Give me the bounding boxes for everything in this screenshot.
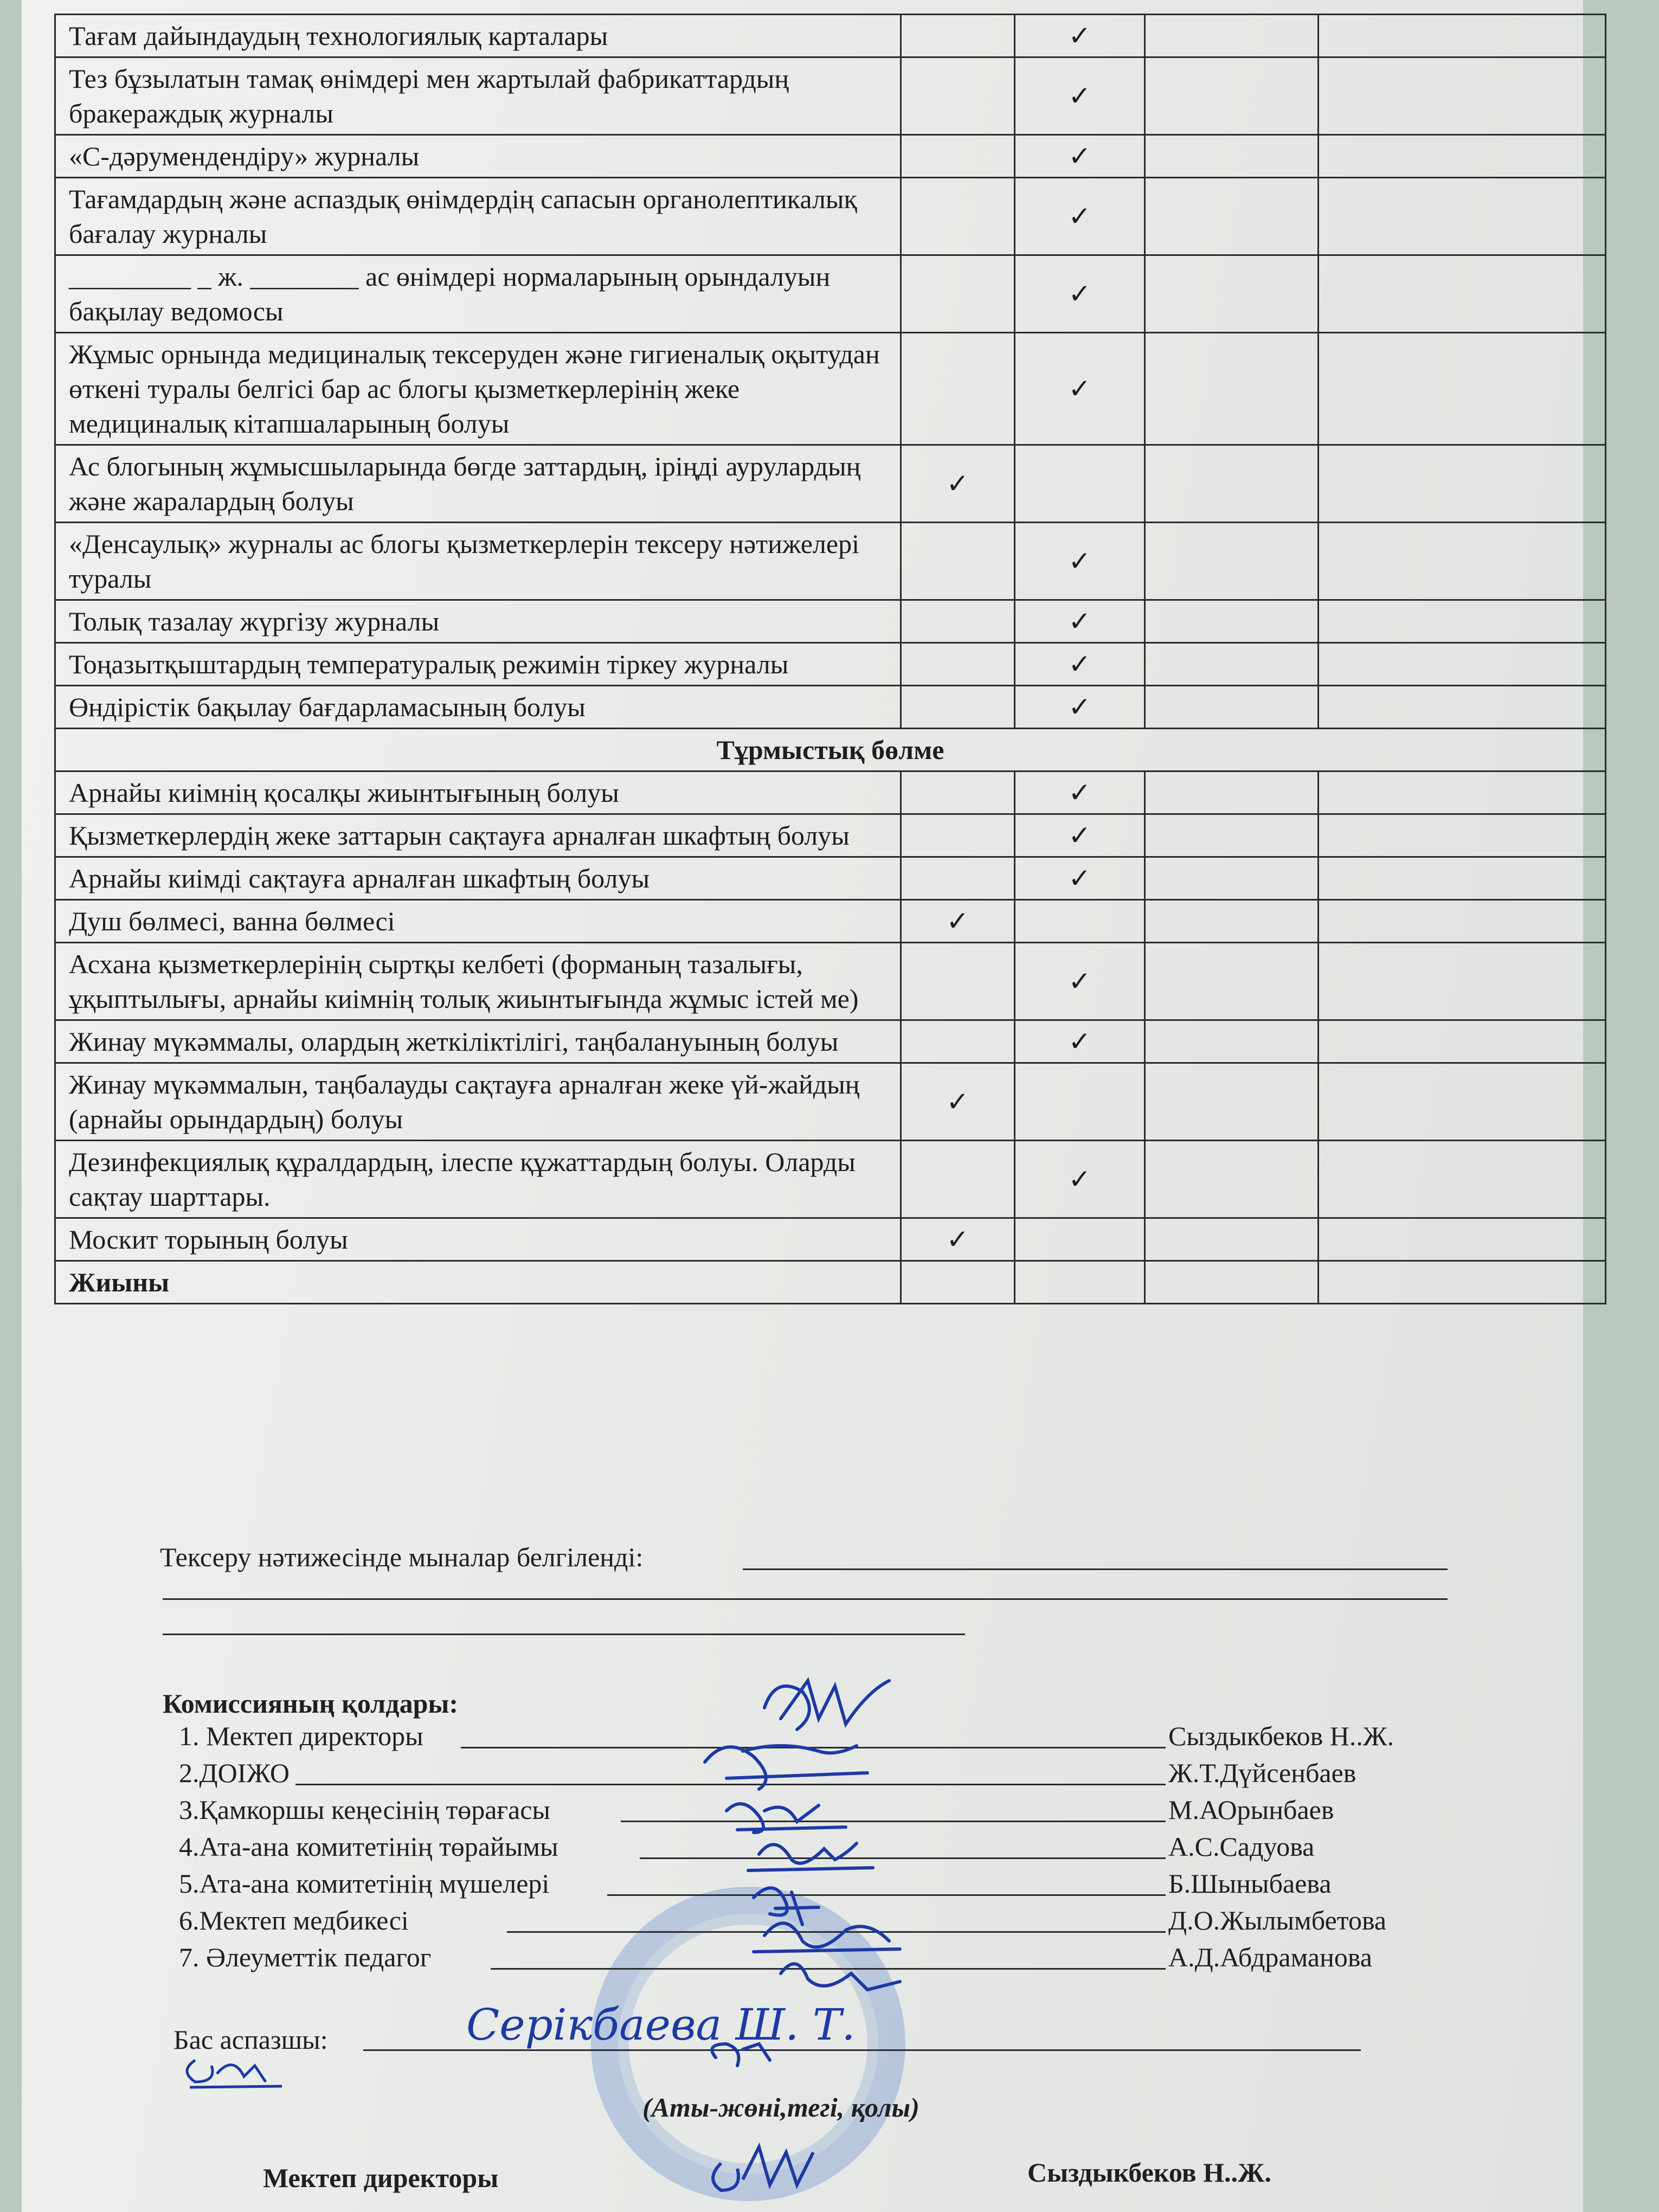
empty-cell [1015, 1063, 1145, 1141]
checklist-item: Ас блогының жұмысшыларында бөгде заттардың, іріңді аурулардың және жаралардың болуы [55, 445, 901, 523]
empty-cell [1319, 1141, 1606, 1218]
empty-cell [1145, 857, 1319, 900]
empty-cell [1015, 900, 1145, 943]
checklist-row [55, 600, 1606, 643]
checklist-item: Тағамдардың және аспаздық өнімдердің сапасын органолептикалық бағалау журналы [55, 178, 901, 255]
check-mark: ✓ [1015, 333, 1145, 445]
checklist-row [55, 1020, 1606, 1063]
empty-cell [1145, 15, 1319, 57]
checklist-row [55, 643, 1606, 686]
checklist-item: Жинау мүкәммалын, таңбалауды сақтауға арналған жеке үй-жайдың (арнайы орындардың) болуы [55, 1063, 901, 1141]
check-mark: ✓ [1015, 1020, 1145, 1063]
commission-member-name: Ж.Т.Дүйсенбаев [1168, 1758, 1356, 1788]
checklist-row [55, 135, 1606, 178]
checklist-item: Өндірістік бақылау бағдарламасының болуы [55, 686, 901, 729]
checklist-item: Жинау мүкәммалы, олардың жеткіліктілігі, таңбалануының болуы [55, 1020, 901, 1063]
checklist-item: Дезинфекциялық құралдардың, ілеспе құжаттардың болуы. Оларды сақтау шарттары. [55, 1141, 901, 1218]
check-mark: ✓ [1015, 600, 1145, 643]
empty-cell [1145, 523, 1319, 600]
chef-label: Бас аспазшы: [173, 2024, 328, 2055]
checklist-item: Тез бұзылатын тамақ өнімдері мен жартылай фабрикаттардың бракераждық журналы [55, 57, 901, 135]
empty-cell [1015, 445, 1145, 523]
check-mark: ✓ [1015, 1141, 1145, 1218]
checklist-row [55, 1063, 1606, 1141]
empty-cell [901, 771, 1015, 814]
checklist-item: Толық тазалау жүргізу журналы [55, 600, 901, 643]
empty-cell [1319, 333, 1606, 445]
empty-cell [1145, 900, 1319, 943]
checklist-row [55, 771, 1606, 814]
check-mark: ✓ [901, 1063, 1015, 1141]
commission-member-name: Б.Шыныбаева [1168, 1868, 1332, 1899]
checklist-item: _________ _ ж. ________ ас өнімдері нормаларының орындалуын бақылау ведомосы [55, 255, 901, 333]
checklist-row [55, 1218, 1606, 1261]
check-mark: ✓ [1015, 57, 1145, 135]
section-title: Тұрмыстық бөлме [55, 729, 1606, 771]
commission-role: 7. Әлеуметтік педагог [179, 1942, 432, 1972]
empty-cell [1145, 1063, 1319, 1141]
empty-cell [1145, 1020, 1319, 1063]
empty-cell [901, 135, 1015, 178]
empty-cell [1319, 135, 1606, 178]
empty-cell [1319, 523, 1606, 600]
empty-cell [1319, 943, 1606, 1020]
checklist-item: Арнайы киімнің қосалқы жиынтығының болуы [55, 771, 901, 814]
total-label: Жиыны [55, 1261, 901, 1304]
check-mark: ✓ [901, 1218, 1015, 1261]
empty-cell [1319, 814, 1606, 857]
commission-title: Комиссияның қолдары: [163, 1688, 459, 1719]
checklist-row [55, 15, 1606, 57]
empty-cell [1319, 686, 1606, 729]
commission-role: 4.Ата-ана комитетінің төрайымы [179, 1831, 558, 1862]
empty-cell [1145, 178, 1319, 255]
checklist-item: Тағам дайындаудың технологиялық карталары [55, 15, 901, 57]
check-mark: ✓ [901, 445, 1015, 523]
commission-member-name: А.Д.Абдраманова [1168, 1942, 1373, 1972]
empty-cell [901, 57, 1015, 135]
empty-cell [1145, 686, 1319, 729]
empty-cell [1319, 900, 1606, 943]
commission-role: 1. Мектеп директоры [179, 1721, 423, 1751]
empty-cell [1145, 1261, 1319, 1304]
empty-cell [1319, 178, 1606, 255]
empty-cell [1145, 943, 1319, 1020]
empty-cell [901, 178, 1015, 255]
empty-cell [1145, 814, 1319, 857]
check-mark: ✓ [1015, 255, 1145, 333]
checklist-item: Тоңазытқыштардың температуралық режимін тіркеу журналы [55, 643, 901, 686]
empty-cell [1145, 643, 1319, 686]
empty-cell [901, 333, 1015, 445]
checklist-row [55, 523, 1606, 600]
check-mark: ✓ [1015, 643, 1145, 686]
checklist-item: Москит торының болуы [55, 1218, 901, 1261]
findings-label: Тексеру нәтижесінде мыналар белгіленді: [160, 1542, 644, 1572]
check-mark: ✓ [1015, 135, 1145, 178]
commission-role: 5.Ата-ана комитетінің мүшелері [179, 1868, 550, 1899]
check-mark: ✓ [1015, 523, 1145, 600]
commission-member-name: Сыздыкбеков Н..Ж. [1168, 1721, 1394, 1751]
total-row [55, 1261, 1606, 1304]
checklist-item: «С-дәрумендендіру» журналы [55, 135, 901, 178]
empty-cell [1145, 333, 1319, 445]
empty-cell [901, 686, 1015, 729]
commission-member-name: М.АОрынбаев [1168, 1795, 1334, 1825]
empty-cell [1319, 1218, 1606, 1261]
empty-cell [901, 1261, 1015, 1304]
commission-role: 6.Мектеп медбикесі [179, 1905, 409, 1935]
empty-cell [1145, 771, 1319, 814]
checklist-row [55, 178, 1606, 255]
check-mark: ✓ [1015, 943, 1145, 1020]
empty-cell [901, 1141, 1015, 1218]
checklist-item: Асхана қызметкерлерінің сыртқы келбеті (форманың тазалығы, ұқыптылығы, арнайы киімнің толық жиынтығында жұмыс істей ме) [55, 943, 901, 1020]
empty-cell [901, 15, 1015, 57]
check-mark: ✓ [1015, 178, 1145, 255]
empty-cell [1319, 57, 1606, 135]
empty-cell [901, 814, 1015, 857]
empty-cell [901, 523, 1015, 600]
empty-cell [1319, 1063, 1606, 1141]
check-mark: ✓ [1015, 771, 1145, 814]
empty-cell [1145, 1218, 1319, 1261]
empty-cell [1319, 15, 1606, 57]
empty-cell [1145, 57, 1319, 135]
check-mark: ✓ [901, 900, 1015, 943]
findings-line-1 [743, 1568, 1448, 1570]
commission-role: 2.ДОІЖО [179, 1758, 290, 1788]
checklist-table [54, 14, 1606, 1304]
empty-cell [1319, 857, 1606, 900]
checklist-row [55, 900, 1606, 943]
checklist-row [55, 943, 1606, 1020]
empty-cell [901, 643, 1015, 686]
checklist-row [55, 445, 1606, 523]
findings-line-3 [163, 1634, 965, 1635]
checklist-row [55, 814, 1606, 857]
empty-cell [901, 600, 1015, 643]
empty-cell [1319, 600, 1606, 643]
footer-director-label: Мектеп директоры [263, 2163, 499, 2193]
checklist-row [55, 1141, 1606, 1218]
empty-cell [901, 1020, 1015, 1063]
commission-member-name: Д.О.Жылымбетова [1168, 1905, 1387, 1935]
commission-signatures [694, 1670, 911, 2082]
chef-signature [173, 2044, 293, 2093]
findings-line-2 [163, 1598, 1448, 1600]
checklist-row [55, 255, 1606, 333]
footer-director-name: Сыздыкбеков Н..Ж. [1027, 2157, 1271, 2188]
empty-cell [1319, 1020, 1606, 1063]
checklist-row [55, 333, 1606, 445]
checklist-row [55, 57, 1606, 135]
checklist-item: Арнайы киімді сақтауға арналған шкафтың болуы [55, 857, 901, 900]
check-mark: ✓ [1015, 686, 1145, 729]
empty-cell [1319, 643, 1606, 686]
commission-member-name: А.С.Садуова [1168, 1831, 1315, 1862]
commission-role: 3.Қамкоршы кеңесінің төрағасы [179, 1795, 550, 1825]
check-mark: ✓ [1015, 814, 1145, 857]
empty-cell [1319, 445, 1606, 523]
check-mark: ✓ [1015, 857, 1145, 900]
empty-cell [1319, 255, 1606, 333]
checklist-row [55, 857, 1606, 900]
empty-cell [1145, 445, 1319, 523]
chef-handwritten-name: Серікбаева Ш. Т. [466, 1999, 856, 2050]
empty-cell [901, 943, 1015, 1020]
empty-cell [1319, 771, 1606, 814]
checklist-row [55, 686, 1606, 729]
empty-cell [1319, 1261, 1606, 1304]
checklist-item: «Денсаулық» журналы ас блогы қызметкерлерін тексеру нәтижелері туралы [55, 523, 901, 600]
empty-cell [1145, 1141, 1319, 1218]
signature-caption: (Аты-жөні,тегі, қолы) [642, 2092, 919, 2123]
empty-cell [901, 857, 1015, 900]
empty-cell [1015, 1218, 1145, 1261]
check-mark: ✓ [1015, 15, 1145, 57]
checklist-item: Жұмыс орнында медициналық тексеруден және гигиеналық оқытудан өткені туралы белгісі бар ас блогы қызметкерлерінің жеке медициналық кітапшаларының болуы [55, 333, 901, 445]
empty-cell [1015, 1261, 1145, 1304]
checklist-item: Қызметкерлердің жеке заттарын сақтауға арналған шкафтың болуы [55, 814, 901, 857]
director-signature [689, 2131, 819, 2201]
empty-cell [1145, 255, 1319, 333]
empty-cell [901, 255, 1015, 333]
section-row [55, 729, 1606, 771]
checklist-item: Душ бөлмесі, ванна бөлмесі [55, 900, 901, 943]
empty-cell [1145, 600, 1319, 643]
empty-cell [1145, 135, 1319, 178]
